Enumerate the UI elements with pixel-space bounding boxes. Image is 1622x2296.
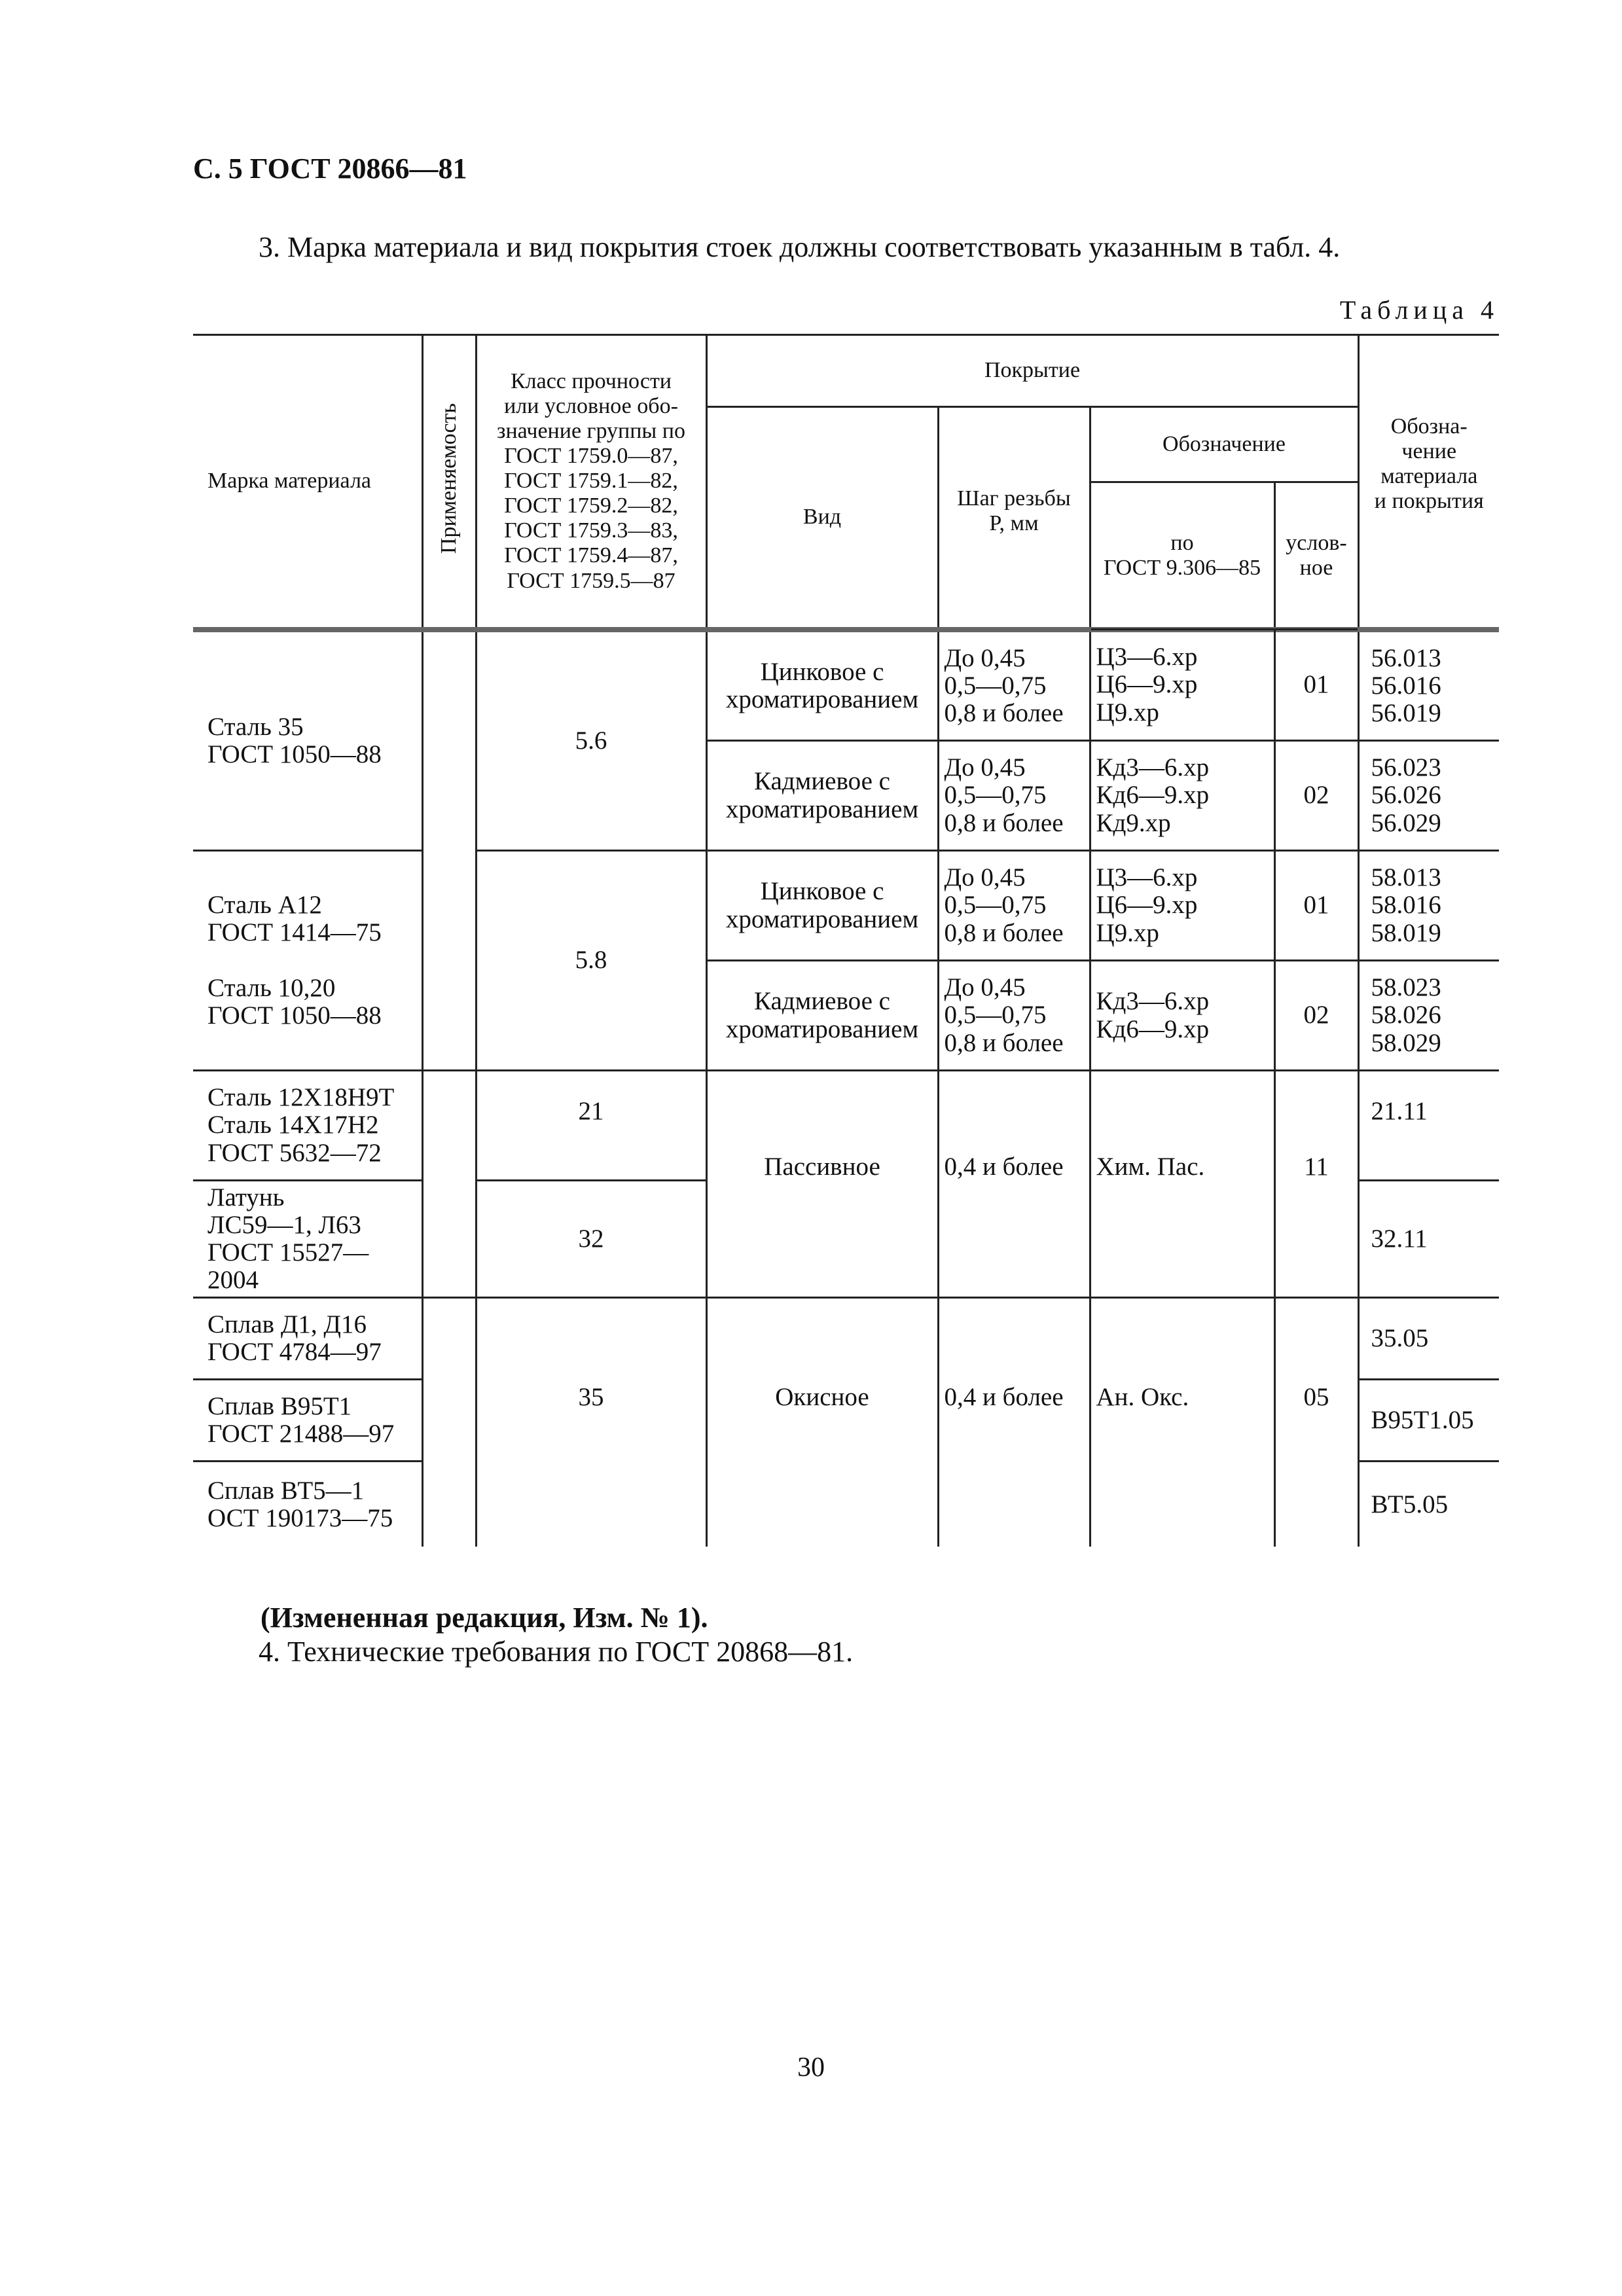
cell-code: 02 [1274, 741, 1358, 851]
cell-type-oxide: Окисное [706, 1298, 938, 1547]
header-material: Марка материала [193, 335, 422, 630]
cell-gost-designation: Ц3—6.хр Ц6—9.хр Ц9.хр [1090, 630, 1274, 741]
amendment-note: (Измененная редакция, Изм. № 1). [261, 1602, 708, 1634]
cell-class-58: 5.8 [476, 851, 706, 1071]
cell-material-alloy-vt5: Сплав ВТ5—1 ОСТ 190173—75 [193, 1462, 422, 1547]
cell-gost-designation: Ан. Окс. [1090, 1298, 1274, 1547]
header-applicability-label: Применяемость [436, 403, 461, 554]
table-caption: Таблица 4 [1339, 295, 1499, 325]
cell-material-alloy-v95t1: Сплав В95Т1 ГОСТ 21488—97 [193, 1380, 422, 1462]
cell-material-designation: 56.013 56.016 56.019 [1358, 630, 1499, 741]
cell-class-56: 5.6 [476, 630, 706, 851]
page-header: С. 5 ГОСТ 20866—81 [193, 152, 467, 185]
header-coating: Покрытие [706, 335, 1358, 407]
cell-material-designation: 58.013 58.016 58.019 [1358, 851, 1499, 961]
cell-material-designation: 58.023 58.026 58.029 [1358, 961, 1499, 1071]
cell-applicability [422, 1071, 476, 1298]
cell-material-steel-a12: Сталь А12 ГОСТ 1414—75 Сталь 10,20 ГОСТ 1050—88 [193, 851, 422, 1071]
cell-material-stainless: Сталь 12Х18Н9Т Сталь 14Х17Н2 ГОСТ 5632—72 [193, 1071, 422, 1181]
cell-code: 05 [1274, 1298, 1358, 1547]
cell-code: 02 [1274, 961, 1358, 1071]
cell-pitch: До 0,45 0,5—0,75 0,8 и более [938, 630, 1090, 741]
cell-class-32: 32 [476, 1181, 706, 1298]
cell-type-zinc: Цинковое с хроматированием [706, 630, 938, 741]
cell-type-zinc: Цинковое с хроматированием [706, 851, 938, 961]
materials-coatings-table [193, 334, 1499, 1547]
cell-class-21: 21 [476, 1071, 706, 1181]
cell-type-cadmium: Кадмиевое с хроматированием [706, 961, 938, 1071]
header-designation: Обозначение [1090, 407, 1358, 482]
cell-material-alloy-d1: Сплав Д1, Д16 ГОСТ 4784—97 [193, 1298, 422, 1380]
cell-type-passive: Пассивное [706, 1071, 938, 1298]
cell-applicability [422, 630, 476, 1071]
cell-class-35: 35 [476, 1298, 706, 1547]
cell-pitch: 0,4 и более [938, 1071, 1090, 1298]
cell-pitch: 0,4 и более [938, 1298, 1090, 1547]
cell-code: 01 [1274, 851, 1358, 961]
cell-material-designation: 32.11 [1358, 1181, 1499, 1298]
header-strength-class: Класс прочности или условное обо- значение группы по ГОСТ 1759.0—87, ГОСТ 1759.1—82, ГОСТ 1759.2—82, ГОСТ 1759.3—83, ГОСТ 1759.4—87, ГОСТ 1759.5—87 [476, 335, 706, 630]
cell-applicability [422, 1298, 476, 1547]
cell-code: 01 [1274, 630, 1358, 741]
header-thread-pitch: Шаг резьбы P, мм [938, 407, 1090, 630]
cell-material-designation: ВТ5.05 [1358, 1462, 1499, 1547]
page-number: 30 [797, 2053, 825, 2083]
cell-material-steel35: Сталь 35 ГОСТ 1050—88 [193, 630, 422, 851]
cell-material-designation: 21.11 [1358, 1071, 1499, 1181]
header-conventional: услов- ное [1274, 482, 1358, 630]
cell-pitch: До 0,45 0,5—0,75 0,8 и более [938, 851, 1090, 961]
header-material-coating-designation: Обозна- чение материала и покрытия [1358, 335, 1499, 630]
cell-pitch: До 0,45 0,5—0,75 0,8 и более [938, 961, 1090, 1071]
header-applicability [422, 335, 476, 630]
cell-gost-designation: Кд3—6.хр Кд6—9.хр Кд9.хр [1090, 741, 1274, 851]
cell-code: 11 [1274, 1071, 1358, 1298]
header-by-gost: по ГОСТ 9.306—85 [1090, 482, 1274, 630]
cell-material-brass: Латунь ЛС59—1, Л63 ГОСТ 15527—2004 [193, 1181, 422, 1298]
cell-gost-designation: Хим. Пас. [1090, 1071, 1274, 1298]
paragraph-4: 4. Технические требования по ГОСТ 20868—81. [259, 1636, 854, 1668]
cell-gost-designation: Ц3—6.хр Ц6—9.хр Ц9.хр [1090, 851, 1274, 961]
header-type: Вид [706, 407, 938, 630]
paragraph-3: 3. Марка материала и вид покрытия стоек должны соответствовать указанным в табл. 4. [259, 231, 1341, 263]
cell-pitch: До 0,45 0,5—0,75 0,8 и более [938, 741, 1090, 851]
cell-gost-designation: Кд3—6.хр Кд6—9.хр [1090, 961, 1274, 1071]
cell-material-designation: 35.05 [1358, 1298, 1499, 1380]
cell-material-designation: В95Т1.05 [1358, 1380, 1499, 1462]
cell-type-cadmium: Кадмиевое с хроматированием [706, 741, 938, 851]
cell-material-designation: 56.023 56.026 56.029 [1358, 741, 1499, 851]
